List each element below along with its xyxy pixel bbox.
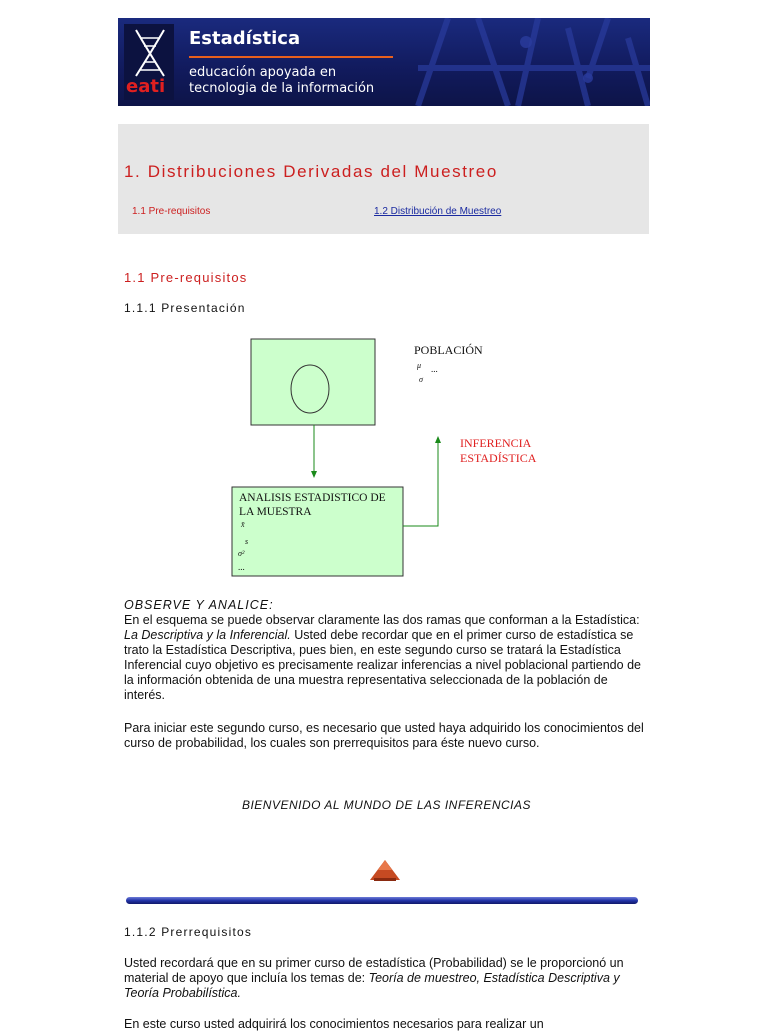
subsection-prerrequisitos: 1.1.2 Prerrequisitos <box>124 925 253 939</box>
paragraph-curso: En este curso usted adquirirá los conocimientos necesarios para realizar un <box>124 1017 544 1031</box>
arrow-up-head <box>435 436 441 443</box>
sym-sigma2: σ² <box>238 549 245 558</box>
sym-s: s <box>245 537 249 546</box>
p3-part-a: Usted recordará que en su primer curso de estadística (Probabilidad) se le proporcionó un material de apoyo que incluía los temas de: <box>124 956 624 985</box>
pob-mu: μ <box>417 361 422 370</box>
inference-diagram <box>230 335 560 585</box>
sym-xbar: x̄ <box>241 520 245 529</box>
p3-italic: Teoría de muestreo, Estadística Descriptiva y Teoría Probabilística. <box>124 971 620 1000</box>
inferencia-label-2: ESTADÍSTICA <box>460 451 537 465</box>
back-to-top-icon[interactable] <box>368 858 402 884</box>
sample-ellipse <box>291 365 329 413</box>
site-banner <box>118 18 650 106</box>
logo-text: eati <box>126 76 166 97</box>
paragraph-recordara <box>124 956 649 1001</box>
sym-dots: ... <box>238 562 245 572</box>
paragraph-iniciar: Para iniciar este segundo curso, es necesario que usted haya adquirido los conocimientos del curso de probabilidad, los cuales son prerrequisitos para éste nuevo curso. <box>124 721 644 750</box>
p1-part-c: Usted debe recordar que en el primer curso de estadística se trato la Estadística Descriptiva, pues bien, en este segundo curso se tratará la Estadística Inferencial cuyo objetivo es precisamente realizar inferencias a nivel poblacional partiendo de la información obtenida de una muestra representativa seleccionada de la población de interés. <box>124 628 641 702</box>
analisis-label-1: ANALISIS ESTADISTICO DE <box>239 492 386 504</box>
link-pre-requisitos[interactable]: 1.1 Pre-requisitos <box>132 206 211 217</box>
analisis-label-2: LA MUESTRA <box>239 506 312 518</box>
paragraph-esquema <box>124 613 649 703</box>
banner-subtitle-line2: tecnologia de la información <box>189 81 375 96</box>
link-distribucion-muestreo[interactable]: 1.2 Distribución de Muestreo <box>374 206 502 217</box>
section-divider <box>126 897 638 904</box>
p1-italic: La Descriptiva y la Inferencial. <box>124 628 291 642</box>
banner-subtitle-line1: educación apoyada en <box>189 65 337 80</box>
subsection-presentacion: 1.1.1 Presentación <box>124 301 246 315</box>
arrow-down-head <box>311 471 317 478</box>
inferencia-label-1: INFERENCIA <box>460 436 532 450</box>
welcome-text: BIENVENIDO AL MUNDO DE LAS INFERENCIAS <box>241 798 532 812</box>
pob-dots: ... <box>431 364 438 374</box>
section-title: 1.1 Pre-requisitos <box>124 270 248 285</box>
p1-part-a: En el esquema se puede observar claramente las dos ramas que conforman a la Estadística: <box>124 613 640 627</box>
observe-heading: OBSERVE Y ANALICE: <box>124 598 274 612</box>
poblacion-label: POBLACIÓN <box>414 343 483 357</box>
banner-title: Estadística <box>189 28 301 49</box>
pob-sigma: σ <box>419 375 423 384</box>
banner-divider <box>189 56 393 58</box>
chapter-header <box>118 124 649 234</box>
chapter-title: 1. Distribuciones Derivadas del Muestreo <box>124 162 498 181</box>
dna-logo-icon <box>124 24 174 84</box>
arrow-up-line <box>403 443 438 526</box>
